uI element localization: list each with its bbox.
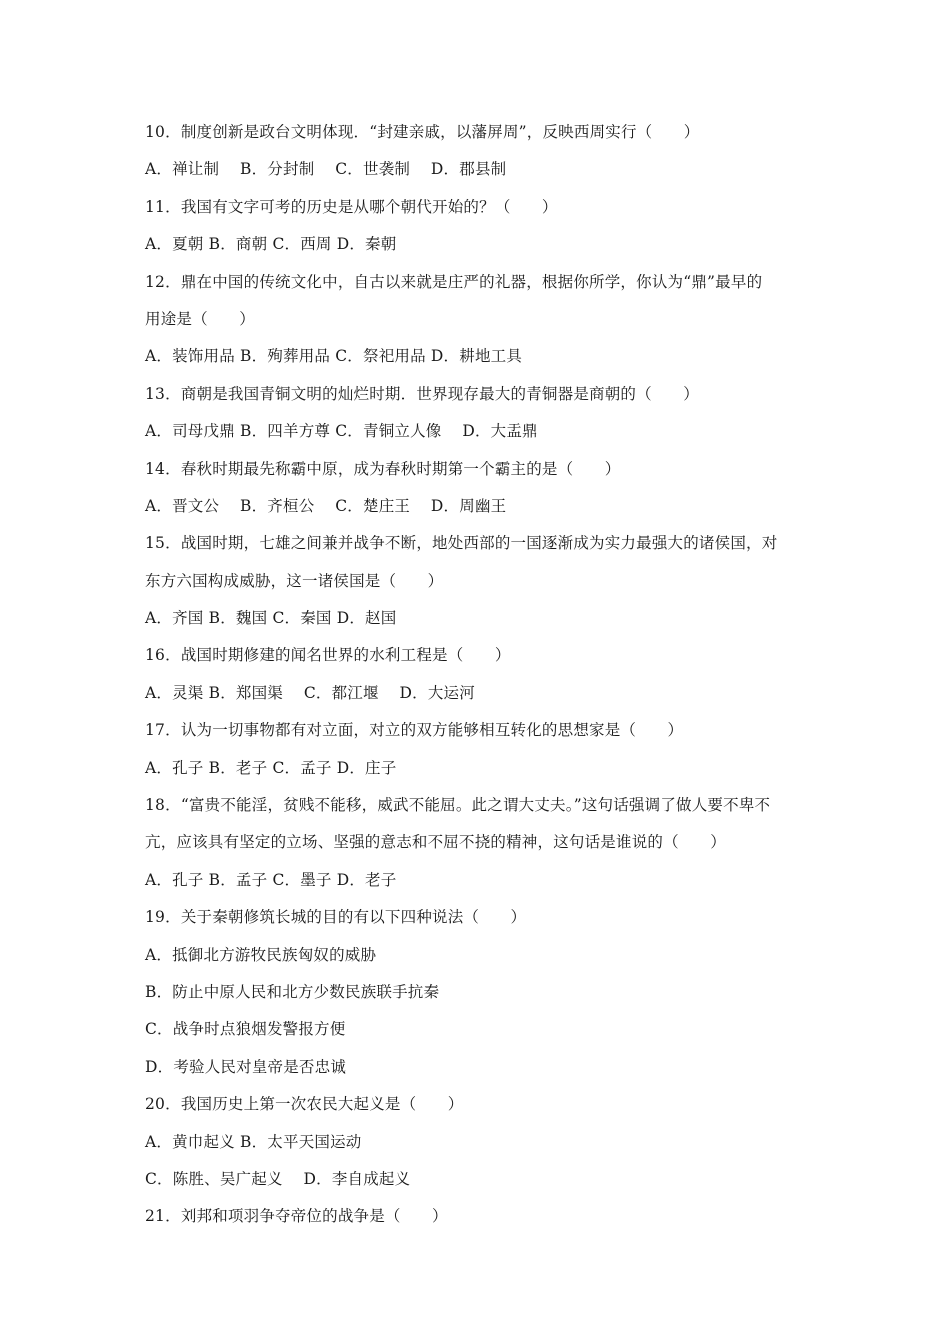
question-list — [145, 114, 815, 1236]
question-12-options: A．装饰用品 B．殉葬用品 C．祭祀用品 D．耕地工具 — [145, 347, 523, 366]
question-17-stem: 17．认为一切事物都有对立面，对立的双方能够相互转化的思想家是（ ） — [145, 721, 684, 740]
question-14-options: A．晋文公 B．齐桓公 C．楚庄王 D．周幽王 — [145, 496, 507, 515]
question-10-options: A．禅让制 B．分封制 C．世袭制 D．郡县制 — [145, 160, 507, 179]
question-19-option-d: D．考验人民对皇帝是否忠诚 — [145, 1057, 347, 1076]
question-12-stem-continued: 用途是（ ） — [145, 309, 255, 328]
question-20-stem: 20．我国历史上第一次农民大起义是（ ） — [145, 1095, 464, 1114]
question-13-stem: 13．商朝是我国青铜文明的灿烂时期．世界现存最大的青铜器是商朝的（ ） — [145, 384, 699, 403]
question-14-stem: 14．春秋时期最先称霸中原，成为春秋时期第一个霸主的是（ ） — [145, 459, 621, 478]
question-18-stem-continued: 亢，应该具有坚定的立场、坚强的意志和不屈不挠的精神，这句话是谁说的（ ） — [145, 833, 726, 852]
question-18-options: A．孔子 B．孟子 C．墨子 D．老子 — [145, 870, 397, 889]
question-13-options: A．司母戊鼎 B．四羊方尊 C．青铜立人像 D．大盂鼎 — [145, 422, 538, 441]
question-19-option-c: C．战争时点狼烟发警报方便 — [145, 1020, 346, 1039]
question-19-option-b: B．防止中原人民和北方少数民族联手抗秦 — [145, 982, 440, 1001]
question-15-options: A．齐国 B．魏国 C．秦国 D．赵国 — [145, 609, 397, 628]
question-11-options: A．夏朝 B．商朝 C．西周 D．秦朝 — [145, 235, 397, 254]
question-15-stem-continued: 东方六国构成威胁，这一诸侯国是（ ） — [145, 571, 444, 590]
question-17-options: A．孔子 B．老子 C．孟子 D．庄子 — [145, 758, 397, 777]
question-19-option-a: A．抵御北方游牧民族匈奴的威胁 — [145, 945, 377, 964]
question-16-stem: 16．战国时期修建的闻名世界的水利工程是（ ） — [145, 646, 511, 665]
question-20-options-ab: A．黄巾起义 B．太平天国运动 — [145, 1132, 362, 1151]
question-16-options: A．灵渠 B．郑国渠 C．都江堰 D．大运河 — [145, 683, 475, 702]
question-20-options-cd: C．陈胜、吴广起义 D．李自成起义 — [145, 1169, 411, 1188]
question-10-stem: 10．制度创新是政台文明体现．“封建亲戚，以藩屏周”，反映西周实行（ ） — [145, 123, 700, 141]
question-11-stem: 11．我国有文字可考的历史是从哪个朝代开始的？（ ） — [145, 197, 558, 216]
question-19-stem: 19．关于秦朝修筑长城的目的有以下四种说法（ ） — [145, 908, 527, 927]
question-12-stem: 12．鼎在中国的传统文化中，自古以来就是庄严的礼器，根据你所学，你认为“鼎”最早的 — [145, 272, 763, 291]
question-18-stem: 18．“富贵不能淫，贫贱不能移，威武不能屈。此之谓大丈夫。”这句话强调了做人要不卑不 — [145, 796, 771, 815]
question-15-stem: 15．战国时期，七雄之间兼并战争不断，地处西部的一国逐渐成为实力最强大的诸侯国，对 — [145, 534, 778, 553]
question-21-stem: 21．刘邦和项羽争夺帝位的战争是（ ） — [145, 1207, 448, 1226]
